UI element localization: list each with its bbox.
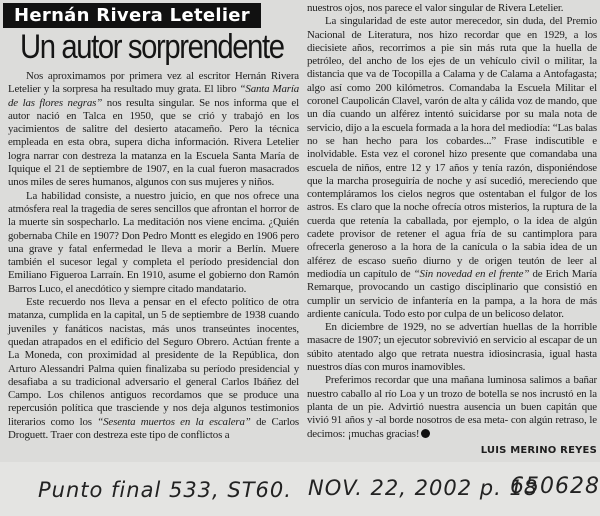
text: La singularidad de este autor merecedor, sin duda, del Premio Nacional de Literatura, nos hizo recordar que en 1929, a los diecisiete años, recorrimos a pie sin más ruta que la huella de petróleo, del ancho de los ejes de un vehículo civil o militar, la distancia que va de Tocopilla a Calama y de Calama a Antofagasta; algo así como 200 kilómetros. Comandaba la Escuela Militar el coronel Caupolicán Clavel, varón de alta y cálida voz de mando, que un día cuando un alférez intentó suicidarse por su mala nota de servicio, dijo a la escuela formada a la hora del mediodía: “Las balas no se han hecho para los cobardes...” Frase indiscutible e inolvidable. Esta vez el coronel hizo presente que comandaba una escuela de niños, entre 12 y 17 años y tenía razón, disponiéndose que la marcha proseguiría de noche y así sucedió, mereciendo que contempláramos los cielos negros que ostentaban el fulgor de los astros. Es claro que la noche ofrecía otros misterios, la ruptura de la cuerda que retenía la caballada, por ejemplo, o la idea de algún cadete provisor de retener el agua fría de su cantimplora para ofrecerla generoso a la hora de la canícula o la sabia idea de un alférez de escaso sueño diurno y de origen teutón de leer al mediodía un capítulo de: [307, 15, 597, 280]
byline: LUIS MERINO REYES: [480, 444, 597, 456]
paragraph: [8, 190, 299, 296]
book-title: “Santa María de las flores negras”: [8, 83, 300, 109]
book-title: “Sesenta muertos en la escalera”: [97, 415, 251, 428]
handwritten-date-page: NOV. 22, 2002 p. 18: [308, 476, 539, 500]
text: Preferimos recordar que una mañana luminosa salimos a bañar nuestro caballo al río Loa y un trozo de botella se nos incrustó en la planta de un pie. Advirtió nuestra ausencia un buen capitán que vivió 91 años y -al borde nosotros de esa meta- con algún retraso, le decimos: ¡muchas gracias!: [307, 374, 597, 440]
paragraph: [8, 296, 299, 442]
text: nos resulta singular. Se nos informa que el autor nació en Talca en 1950, que se crió y trabajó en los yacimientos de salitre del desierto atacameño. Pero la técnica empleada en esta obra, supera dicha información. Rivera Letelier logra narrar con destreza la matanza en la Escuela Santa María de Iquique el 21 de septiembre de 1907, en la cual fueron masacrados unos miles de seres humanos, algunos con sus mujeres y niños.: [8, 96, 299, 189]
text: de Carlos Droguett. Traer con destreza este tipo de conflictos a: [8, 415, 299, 442]
paragraph: [307, 2, 597, 15]
text: Este recuerdo nos lleva a pensar en el efecto político de otra matanza, cumplida en la capital, un 5 de septiembre de 1938 cuando juveniles y fanáticos nacistas, más unos transeúntes inocentes, quedan atrapados en el edificio del Seguro Obrero. Actúan frente a La Moneda, con proximidad al presidente de la República, don Arturo Alessandri Palma quien finalizaba su período presidencial y desafiaba a su tradicional adversario el general Carlos Ibáñez del Campo. Los chilenos antiguos recordamos que se produce una repercusión política que trasciende y nos deja algunos testimonios literarios como los: [8, 296, 299, 428]
left-column: [8, 70, 299, 442]
paragraph: [307, 15, 597, 321]
author-kicker: Hernán Rivera Letelier: [3, 3, 261, 28]
end-mark-icon: [421, 429, 430, 438]
paragraph: [307, 374, 597, 440]
paragraph: [8, 70, 299, 190]
text: En diciembre de 1929, no se advertían huellas de la horrible masacre de 1907; un ejecutor sobrevivió en servicio al escapar de un súbito atentado algo que retrata nuestra idiosincrasia, igual hasta nuestros días con muros inamovibles.: [307, 321, 597, 374]
text: de Erich María Remarque, provocando un castigo disciplinario que consistió en cumplir un servicio de infantería en la pampa, a la hora de más ardiente canícula. Todo esto por culpa de un belicoso delator.: [307, 267, 597, 320]
text: nuestros ojos, nos parece el valor singular de Rivera Letelier.: [307, 2, 564, 14]
text: La habilidad consiste, a nuestro juicio, en que nos ofrece una atmósfera real la tragedia de seres sencillos que afrontan el horror de la muerte sin sospecharlo. La meditación nos viene encima. ¿Quién gobernaba Chile en 1907? Don Pedro Montt es elegido en 1906 pero una grave y fatal enfermedad le lleva a morir a Berlín. Muere también el sucesor legal y completa el período presidencial don Emiliano Figueroa Larraín. En 1910, asume el gobierno don Ramón Barros Luco, el anecdótico y siempre citado mandatario.: [8, 189, 299, 295]
headline: Un autor sorprendente: [20, 28, 284, 66]
text: Nos aproximamos por primera vez al escritor Hernán Rivera Letelier y la sorpresa ha resultado muy grata. El libro: [8, 70, 299, 96]
handwritten-source: Punto final 533, ST60.: [38, 478, 292, 502]
paragraph: [307, 321, 597, 374]
book-title: “Sin novedad en el frente”: [413, 267, 530, 280]
handwritten-id: 650628: [510, 474, 600, 499]
right-column: [307, 2, 597, 457]
